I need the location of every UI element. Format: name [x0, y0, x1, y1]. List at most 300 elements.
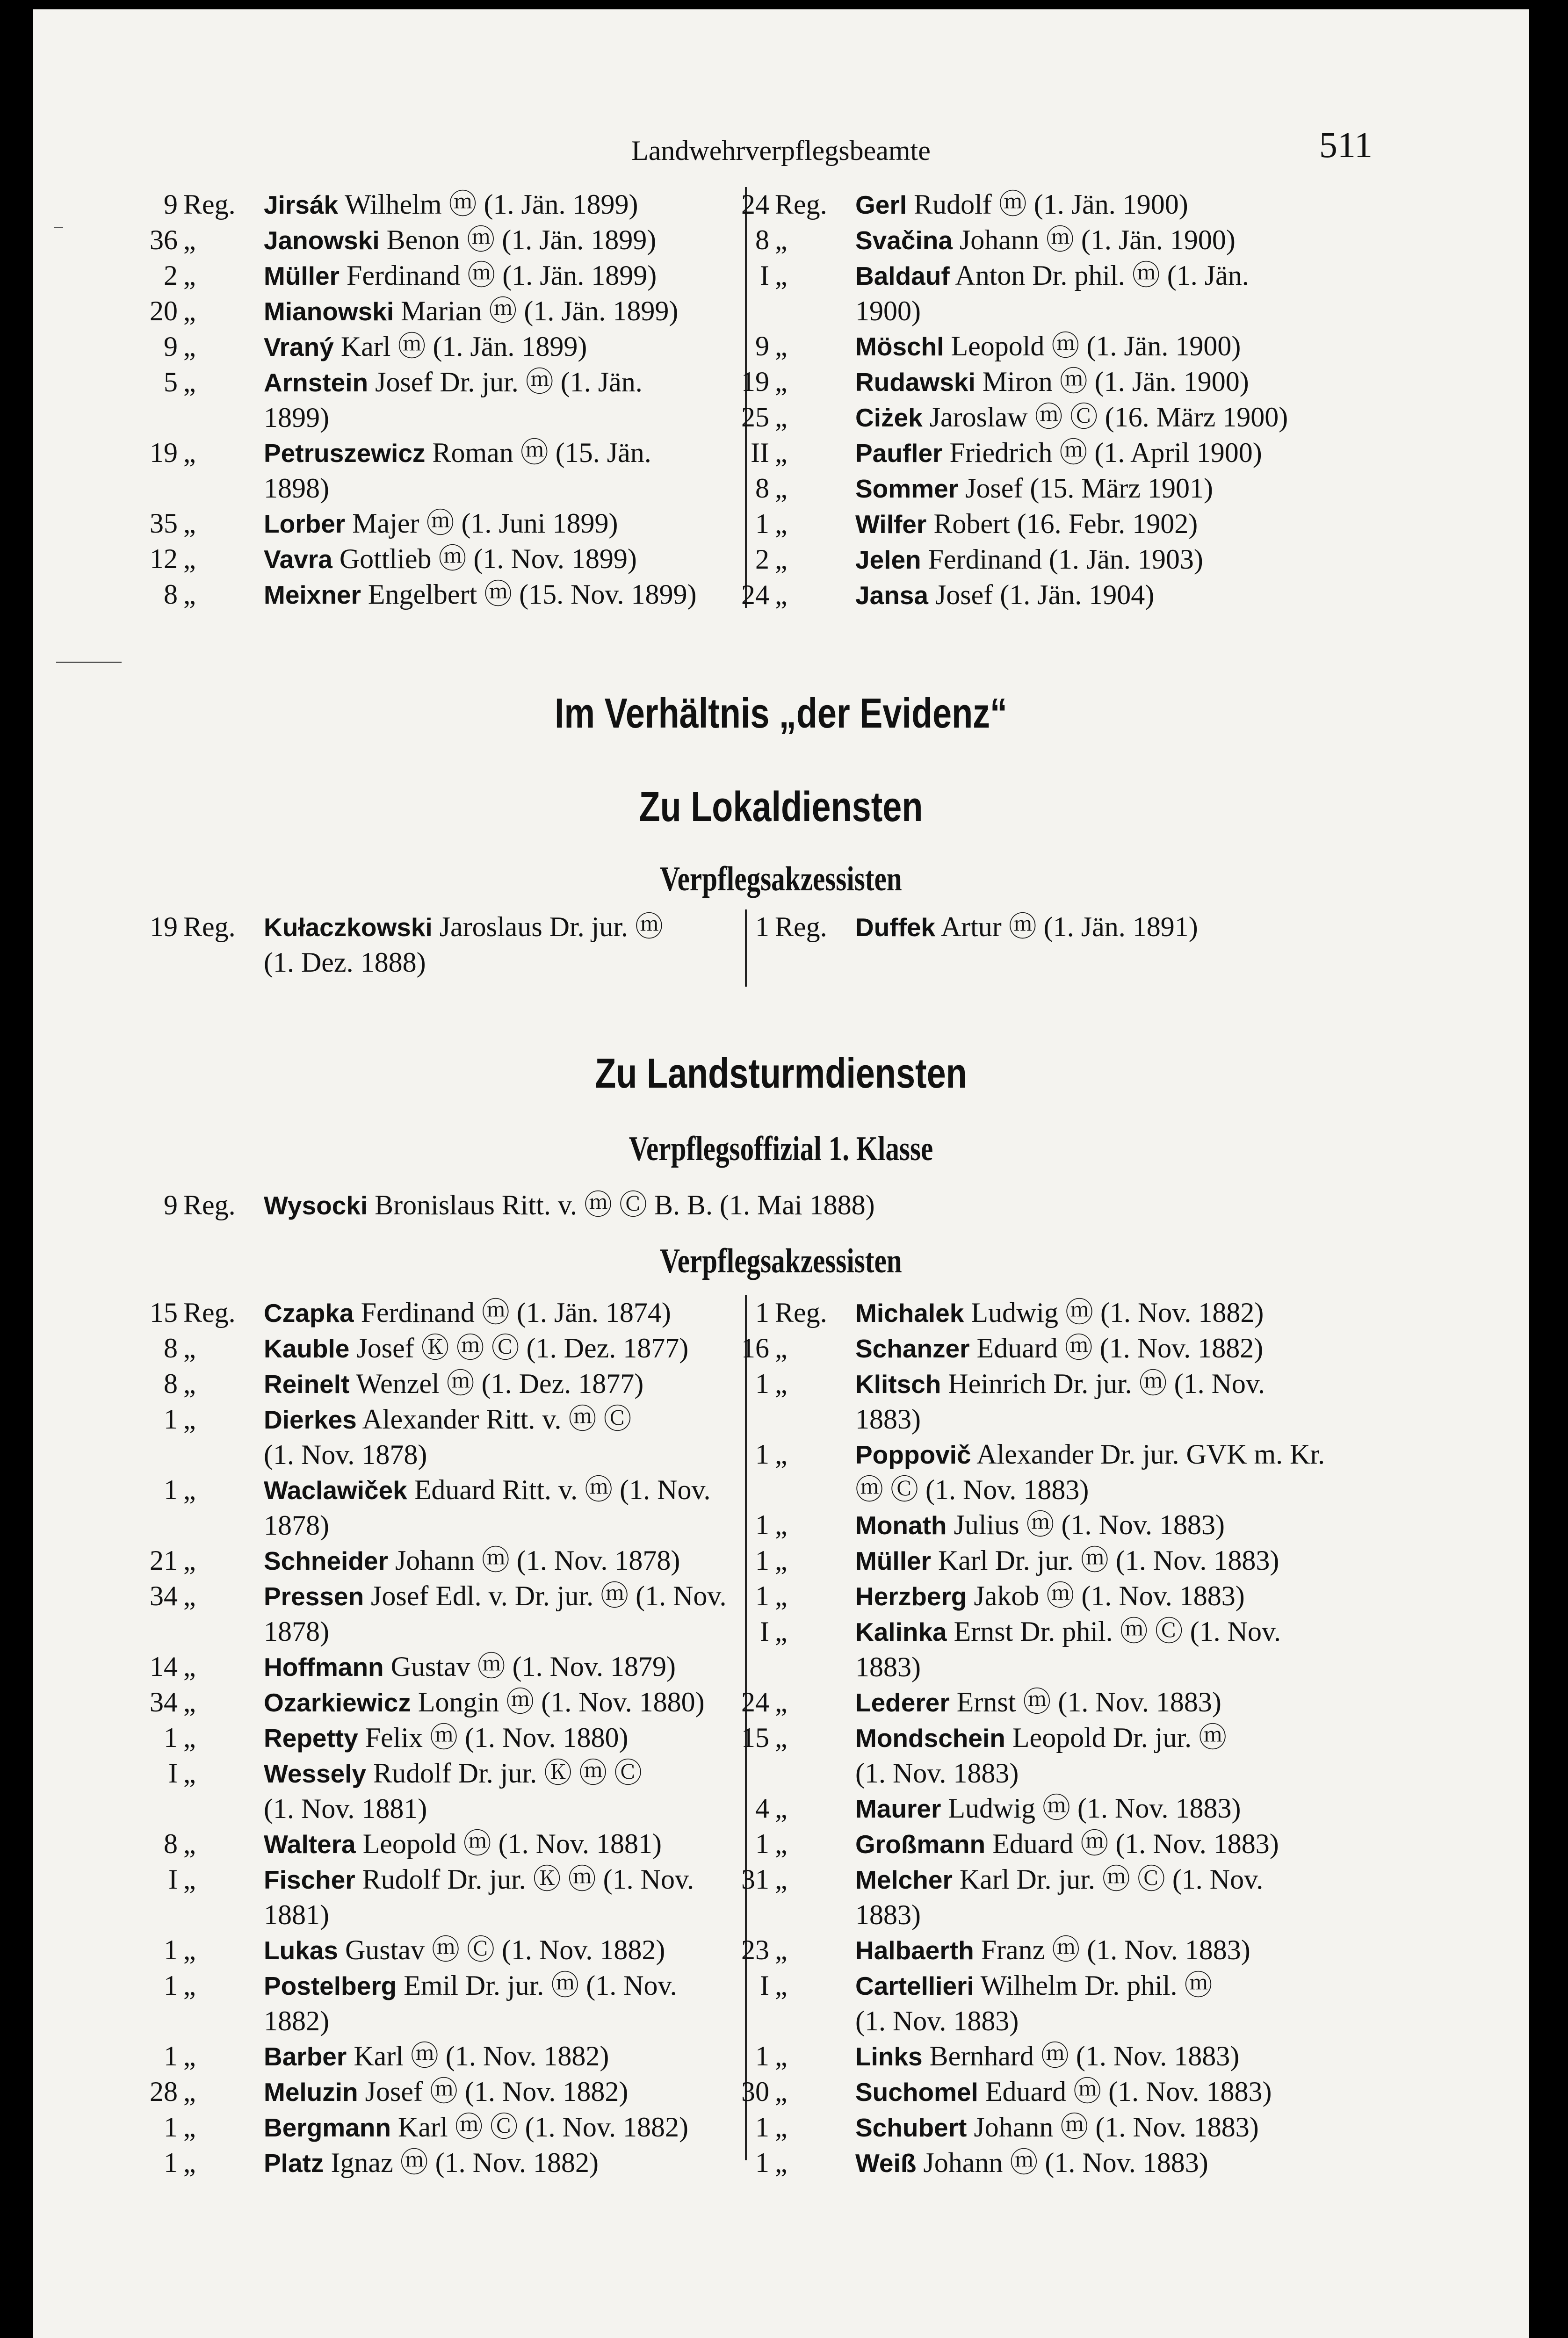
list-item: [119, 1295, 748, 1331]
surname: Jelen: [855, 545, 921, 574]
surname: Paufler: [855, 439, 943, 468]
entry-text: [264, 365, 748, 400]
regiment-abbrev: „: [775, 1333, 788, 1364]
entry-details: Josef Ⓚ ⓜ Ⓒ (1. Dez. 1877): [356, 1333, 689, 1364]
entry-details: Josef ⓜ (1. Nov. 1882): [365, 2076, 629, 2107]
list-item: [119, 541, 748, 577]
regiment-abbrev: „: [183, 1864, 196, 1895]
surname: Repetty: [264, 1724, 358, 1753]
entry-details: Johann ⓜ (1. Nov. 1878): [395, 1545, 680, 1576]
entry-text: [264, 1862, 748, 1898]
regiment-number: 1: [755, 1828, 769, 1859]
regiment-abbrev: „: [183, 1651, 196, 1682]
surname: Schneider: [264, 1546, 388, 1575]
regiment-number: 8: [755, 473, 769, 504]
entry-text: [855, 2039, 1412, 2074]
regiment-number: 1: [755, 2041, 769, 2071]
entry-text: [855, 1933, 1412, 1968]
regiment-number: 21: [150, 1545, 178, 1576]
regiment-abbrev: „: [183, 2041, 196, 2071]
regiment-number: 12: [150, 543, 178, 574]
list-item: [711, 909, 1412, 945]
regiment-abbrev: „: [183, 1404, 196, 1435]
entry-text: [264, 2074, 748, 2110]
regiment-abbrev: „: [775, 544, 788, 575]
regiment-number: 5: [164, 367, 178, 397]
section1-left-column: [119, 187, 748, 613]
list-item: [711, 1543, 1412, 1579]
entry-details: Heinrich Dr. jur. ⓜ (1. Nov.: [948, 1368, 1265, 1399]
regiment-number: 24: [741, 1687, 769, 1717]
regiment-abbrev: „: [775, 2076, 788, 2107]
entry-text: [855, 1295, 1412, 1331]
entry-details: Jaroslaw ⓜ Ⓒ (16. März 1900): [929, 402, 1288, 433]
regiment-number: 34: [150, 1687, 178, 1717]
regiment-number: I: [760, 1970, 769, 2001]
entry-text: [264, 187, 748, 223]
regiment-abbrev: „: [775, 2112, 788, 2143]
surname: Hoffmann: [264, 1652, 384, 1681]
entry-details: Josef Dr. jur. ⓜ (1. Jän.: [375, 367, 643, 397]
list-item: [119, 2074, 748, 2110]
entry-text: [264, 1649, 748, 1685]
entry-text: [855, 1685, 1412, 1720]
regiment-number: 1: [164, 2147, 178, 2178]
list-item: [711, 223, 1412, 258]
entry-text: [855, 223, 1412, 258]
section4-right-column: [711, 1295, 1412, 2181]
surname: Jansa: [855, 581, 928, 610]
list-item: [119, 1188, 1429, 1223]
entry-text: [264, 2110, 748, 2145]
regiment-number: 1: [164, 2041, 178, 2071]
list-item: [711, 1437, 1412, 1508]
entry-continuation: (1. Nov. 1881): [264, 1793, 427, 1824]
entry-text: [855, 909, 1412, 945]
regiment-number: 34: [150, 1580, 178, 1611]
list-item: [119, 577, 748, 613]
regiment-abbrev: „: [775, 1864, 788, 1895]
list-item: [119, 1968, 748, 2039]
list-item: [119, 909, 748, 980]
regiment-number: 9: [164, 1190, 178, 1220]
entry-text: [264, 1968, 748, 2004]
entry-continuation: 1883): [855, 1404, 921, 1435]
entry-details: Ernst ⓜ (1. Nov. 1883): [956, 1687, 1221, 1717]
list-item: [711, 506, 1412, 542]
entry-details: Josef (1. Jän. 1904): [935, 579, 1155, 610]
regiment-number: 8: [164, 1828, 178, 1859]
regiment-number: 36: [150, 224, 178, 255]
regiment-number: 19: [741, 366, 769, 397]
surname: Suchomel: [855, 2078, 978, 2107]
entry-details: Bernhard ⓜ (1. Nov. 1883): [929, 2041, 1240, 2071]
section3-entry: [119, 1188, 1429, 1223]
entry-details: Wilhelm ⓜ (1. Jän. 1899): [344, 189, 638, 220]
entry-details: Leopold ⓜ (1. Nov. 1881): [362, 1828, 662, 1859]
entry-text: [264, 1543, 748, 1579]
regiment-abbrev: „: [775, 1970, 788, 2001]
entry-text: [855, 1614, 1412, 1650]
surname: Müller: [855, 1546, 931, 1575]
entry-text: [264, 258, 748, 294]
surname: Postelberg: [264, 1971, 397, 2000]
regiment-abbrev: Reg.: [775, 911, 827, 942]
entry-continuation: 1883): [855, 1899, 921, 1930]
regiment-abbrev: „: [775, 1509, 788, 1540]
regiment-number: 8: [164, 1368, 178, 1399]
regiment-number: 1: [755, 2112, 769, 2143]
regiment-abbrev: „: [183, 1828, 196, 1859]
entry-text: [855, 1720, 1412, 1756]
surname: Ciżek: [855, 403, 923, 432]
regiment-abbrev: „: [183, 2076, 196, 2107]
entry-continuation: 1900): [855, 296, 921, 326]
entry-text: [264, 329, 748, 365]
entry-continuation: 1878): [264, 1510, 329, 1541]
regiment-number: I: [168, 1864, 178, 1895]
regiment-abbrev: „: [775, 1439, 788, 1470]
list-item: [119, 1331, 748, 1366]
entry-details: Friedrich ⓜ (1. April 1900): [949, 437, 1262, 468]
surname: Melcher: [855, 1865, 953, 1894]
surname: Arnstein: [264, 368, 369, 397]
list-item: [119, 1826, 748, 1862]
entry-text: [264, 1720, 748, 1756]
surname: Maurer: [855, 1794, 941, 1823]
surname: Weiß: [855, 2149, 917, 2178]
entry-text: [264, 223, 748, 258]
entry-text: [855, 364, 1412, 400]
regiment-abbrev: „: [775, 508, 788, 539]
entry-text: [264, 1826, 748, 1862]
regiment-number: 9: [164, 331, 178, 362]
entry-details: Ludwig ⓜ (1. Nov. 1882): [971, 1297, 1264, 1328]
heading-verpflegsakzessisten-2: Verpflegsakzessisten: [660, 1242, 902, 1280]
surname: Mondschein: [855, 1724, 1005, 1753]
surname: Müller: [264, 261, 340, 290]
entry-details: Ernst Dr. phil. ⓜ Ⓒ (1. Nov.: [954, 1616, 1281, 1647]
surname: Lorber: [264, 509, 346, 538]
margin-mark: [54, 227, 63, 228]
entry-details: Franz ⓜ (1. Nov. 1883): [981, 1934, 1250, 1965]
regiment-number: I: [760, 260, 769, 291]
surname: Jirsák: [264, 190, 339, 219]
regiment-number: II: [751, 437, 769, 468]
regiment-abbrev: Reg.: [183, 911, 236, 942]
entry-details: Bronislaus Ritt. v. ⓜ Ⓒ B. B. (1. Mai 1888): [375, 1190, 875, 1220]
entry-details: Wilhelm Dr. phil. ⓜ: [980, 1970, 1213, 2001]
surname: Dierkes: [264, 1405, 357, 1434]
regiment-abbrev: „: [183, 2112, 196, 2143]
entry-text: [855, 1508, 1412, 1543]
regiment-number: 2: [755, 544, 769, 575]
list-item: [711, 1826, 1412, 1862]
entry-text: [264, 1188, 1429, 1223]
regiment-number: 8: [755, 224, 769, 255]
surname: Platz: [264, 2149, 324, 2178]
entry-details: Alexander Ritt. v. ⓜ Ⓒ: [362, 1404, 632, 1435]
surname: Svačina: [855, 226, 953, 255]
regiment-number: 1: [755, 1439, 769, 1470]
list-item: [711, 1685, 1412, 1720]
entry-continuation: (1. Nov. 1878): [264, 1439, 427, 1470]
entry-text: [855, 1791, 1412, 1826]
surname: Duffek: [855, 913, 936, 942]
surname: Wysocki: [264, 1191, 368, 1220]
surname: Sommer: [855, 474, 959, 503]
regiment-number: 1: [755, 2147, 769, 2178]
entry-details: Gottlieb ⓜ (1. Nov. 1899): [339, 543, 637, 574]
entry-text: [264, 1472, 748, 1508]
entry-details: Engelbert ⓜ (15. Nov. 1899): [368, 579, 697, 610]
regiment-abbrev: „: [775, 579, 788, 610]
margin-mark: [56, 662, 122, 663]
list-item: [711, 1331, 1412, 1366]
surname: Barber: [264, 2042, 347, 2071]
list-item: [119, 1472, 748, 1543]
regiment-abbrev: „: [183, 1970, 196, 2001]
regiment-number: 1: [755, 1368, 769, 1399]
entry-text: [264, 294, 748, 329]
entry-details: Rudolf Dr. jur. Ⓚ ⓜ Ⓒ: [373, 1758, 643, 1789]
list-item: [711, 187, 1412, 223]
entry-text: [855, 435, 1412, 471]
list-item: [119, 2110, 748, 2145]
entry-continuation: 1898): [264, 473, 329, 504]
regiment-abbrev: Reg.: [775, 1297, 827, 1328]
surname: Großmann: [855, 1830, 986, 1859]
surname: Rudawski: [855, 368, 975, 397]
regiment-number: 24: [741, 189, 769, 220]
entry-details: Josef (15. März 1901): [965, 473, 1213, 504]
regiment-abbrev: „: [183, 1722, 196, 1753]
entry-details: Rudolf ⓜ (1. Jän. 1900): [914, 189, 1188, 220]
regiment-number: 9: [755, 331, 769, 361]
regiment-abbrev: „: [183, 367, 196, 397]
list-item: [711, 1933, 1412, 1968]
regiment-abbrev: „: [775, 366, 788, 397]
regiment-abbrev: „: [775, 1616, 788, 1647]
regiment-number: 9: [164, 189, 178, 220]
regiment-abbrev: „: [183, 260, 196, 291]
entry-details: Artur ⓜ (1. Jän. 1891): [940, 911, 1198, 942]
list-item: [119, 1649, 748, 1685]
regiment-number: 15: [150, 1297, 178, 1328]
surname: Cartellieri: [855, 1971, 974, 2000]
regiment-number: 1: [755, 1297, 769, 1328]
surname: Klitsch: [855, 1370, 941, 1399]
entry-text: [264, 506, 748, 541]
entry-text: [855, 258, 1412, 294]
entry-details: Miron ⓜ (1. Jän. 1900): [982, 366, 1249, 397]
surname: Wessely: [264, 1759, 367, 1788]
list-item: [711, 1508, 1412, 1543]
regiment-number: 1: [755, 911, 769, 942]
surname: Kauble: [264, 1334, 350, 1363]
regiment-abbrev: „: [183, 224, 196, 255]
entry-text: [264, 1402, 748, 1437]
regiment-abbrev: Reg.: [183, 189, 236, 220]
entry-text: [855, 506, 1412, 542]
entry-text: [855, 2110, 1412, 2145]
entry-text: [264, 2145, 748, 2181]
surname: Michalek: [855, 1299, 964, 1328]
regiment-number: 20: [150, 296, 178, 326]
entry-text: [264, 1933, 748, 1968]
regiment-number: 14: [150, 1651, 178, 1682]
regiment-abbrev: „: [775, 1687, 788, 1717]
entry-details: Karl Dr. jur. ⓜ Ⓒ (1. Nov.: [959, 1864, 1264, 1895]
entry-details: Emil Dr. jur. ⓜ (1. Nov.: [404, 1970, 677, 2001]
regiment-abbrev: „: [775, 260, 788, 291]
entry-continuation: ⓜ Ⓒ (1. Nov. 1883): [855, 1474, 1089, 1505]
surname: Pressen: [264, 1582, 364, 1611]
list-item: [711, 364, 1412, 400]
entry-text: [264, 909, 748, 945]
surname: Mianowski: [264, 297, 394, 326]
surname: Schubert: [855, 2113, 967, 2142]
entry-details: Karl ⓜ (1. Jän. 1899): [340, 331, 587, 362]
regiment-number: 1: [755, 1580, 769, 1611]
entry-details: Felix ⓜ (1. Nov. 1880): [365, 1722, 629, 1753]
entry-text: [855, 471, 1412, 506]
entry-text: [264, 1756, 748, 1791]
entry-continuation: 1882): [264, 2006, 329, 2036]
regiment-abbrev: „: [775, 1828, 788, 1859]
list-item: [119, 223, 748, 258]
entry-details: Majer ⓜ (1. Juni 1899): [352, 508, 618, 539]
surname: Vavra: [264, 545, 332, 574]
entry-text: [855, 577, 1412, 613]
surname: Vraný: [264, 332, 334, 361]
regiment-number: 25: [741, 402, 769, 433]
entry-text: [855, 329, 1412, 364]
list-item: [711, 2039, 1412, 2074]
list-item: [711, 2074, 1412, 2110]
regiment-abbrev: „: [775, 224, 788, 255]
regiment-abbrev: „: [775, 2041, 788, 2071]
regiment-number: 1: [164, 1404, 178, 1435]
entry-text: [855, 187, 1412, 223]
entry-text: [264, 1685, 748, 1720]
list-item: [711, 1862, 1412, 1933]
regiment-abbrev: „: [775, 473, 788, 504]
surname: Monath: [855, 1511, 947, 1540]
entry-continuation: (1. Nov. 1883): [855, 1758, 1019, 1789]
entry-details: Eduard ⓜ (1. Nov. 1883): [985, 2076, 1272, 2107]
list-item: [711, 2110, 1412, 2145]
regiment-number: 23: [741, 1934, 769, 1965]
list-item: [711, 542, 1412, 577]
entry-text: [264, 541, 748, 577]
entry-text: [855, 2145, 1412, 2181]
regiment-abbrev: „: [183, 543, 196, 574]
list-item: [119, 1933, 748, 1968]
list-item: [119, 1862, 748, 1933]
regiment-abbrev: „: [775, 437, 788, 468]
entry-details: Leopold ⓜ (1. Jän. 1900): [951, 331, 1241, 361]
list-item: [119, 1685, 748, 1720]
list-item: [711, 1791, 1412, 1826]
entry-text: [855, 1862, 1412, 1898]
heading-verpflegsakzessisten-1: Verpflegsakzessisten: [660, 860, 902, 898]
surname: Reinelt: [264, 1370, 350, 1399]
entry-text: [855, 1826, 1412, 1862]
list-item: [711, 471, 1412, 506]
surname: Links: [855, 2042, 923, 2071]
list-item: [119, 2039, 748, 2074]
entry-text: [855, 542, 1412, 577]
list-item: [711, 1295, 1412, 1331]
regiment-number: 1: [164, 1722, 178, 1753]
list-item: [119, 506, 748, 541]
section2-left-column: [119, 909, 748, 980]
list-item: [119, 435, 748, 506]
list-item: [119, 258, 748, 294]
entry-continuation: (1. Dez. 1888): [264, 947, 426, 978]
regiment-abbrev: „: [183, 1368, 196, 1399]
regiment-abbrev: „: [183, 2147, 196, 2178]
regiment-abbrev: „: [183, 1474, 196, 1505]
regiment-number: 30: [741, 2076, 769, 2107]
entry-text: [264, 577, 748, 613]
list-item: [119, 187, 748, 223]
regiment-abbrev: „: [775, 1793, 788, 1824]
list-item: [119, 1756, 748, 1826]
entry-text: [855, 1579, 1412, 1614]
entry-text: [855, 400, 1412, 435]
entry-continuation: (1. Nov. 1883): [855, 2006, 1019, 2036]
entry-details: Julius ⓜ (1. Nov. 1883): [954, 1509, 1225, 1540]
regiment-number: 19: [150, 437, 178, 468]
surname: Halbaerth: [855, 1936, 974, 1965]
entry-details: Karl Dr. jur. ⓜ (1. Nov. 1883): [938, 1545, 1279, 1576]
regiment-number: I: [760, 1616, 769, 1647]
surname: Waltera: [264, 1830, 356, 1859]
entry-details: Leopold Dr. jur. ⓜ: [1012, 1722, 1227, 1753]
list-item: [119, 1402, 748, 1472]
list-item: [711, 1366, 1412, 1437]
regiment-abbrev: „: [183, 1545, 196, 1576]
regiment-abbrev: „: [775, 1580, 788, 1611]
list-item: [119, 365, 748, 435]
regiment-number: 16: [741, 1333, 769, 1364]
surname: Meixner: [264, 580, 361, 609]
entry-details: Rudolf Dr. jur. Ⓚ ⓜ (1. Nov.: [362, 1864, 694, 1895]
entry-continuation: 1881): [264, 1899, 329, 1930]
entry-details: Johann ⓜ (1. Jän. 1900): [959, 224, 1236, 255]
regiment-number: 15: [741, 1722, 769, 1753]
entry-details: Ludwig ⓜ (1. Nov. 1883): [948, 1793, 1241, 1824]
regiment-number: I: [168, 1758, 178, 1789]
regiment-abbrev: „: [183, 1580, 196, 1611]
entry-details: Jaroslaus Dr. jur. ⓜ: [439, 911, 664, 942]
entry-details: Gustav ⓜ (1. Nov. 1879): [390, 1651, 676, 1682]
list-item: [711, 1614, 1412, 1685]
regiment-abbrev: „: [183, 1687, 196, 1717]
surname: Wilfer: [855, 510, 927, 539]
entry-details: Longin ⓜ (1. Nov. 1880): [418, 1687, 705, 1717]
regiment-number: 28: [150, 2076, 178, 2107]
regiment-number: 19: [150, 911, 178, 942]
entry-details: Alexander Dr. jur. GVK m. Kr.: [976, 1439, 1325, 1470]
regiment-number: 2: [164, 260, 178, 291]
regiment-number: 1: [164, 1970, 178, 2001]
list-item: [119, 1579, 748, 1649]
surname: Poppovič: [855, 1440, 971, 1469]
entry-text: [264, 1295, 748, 1331]
